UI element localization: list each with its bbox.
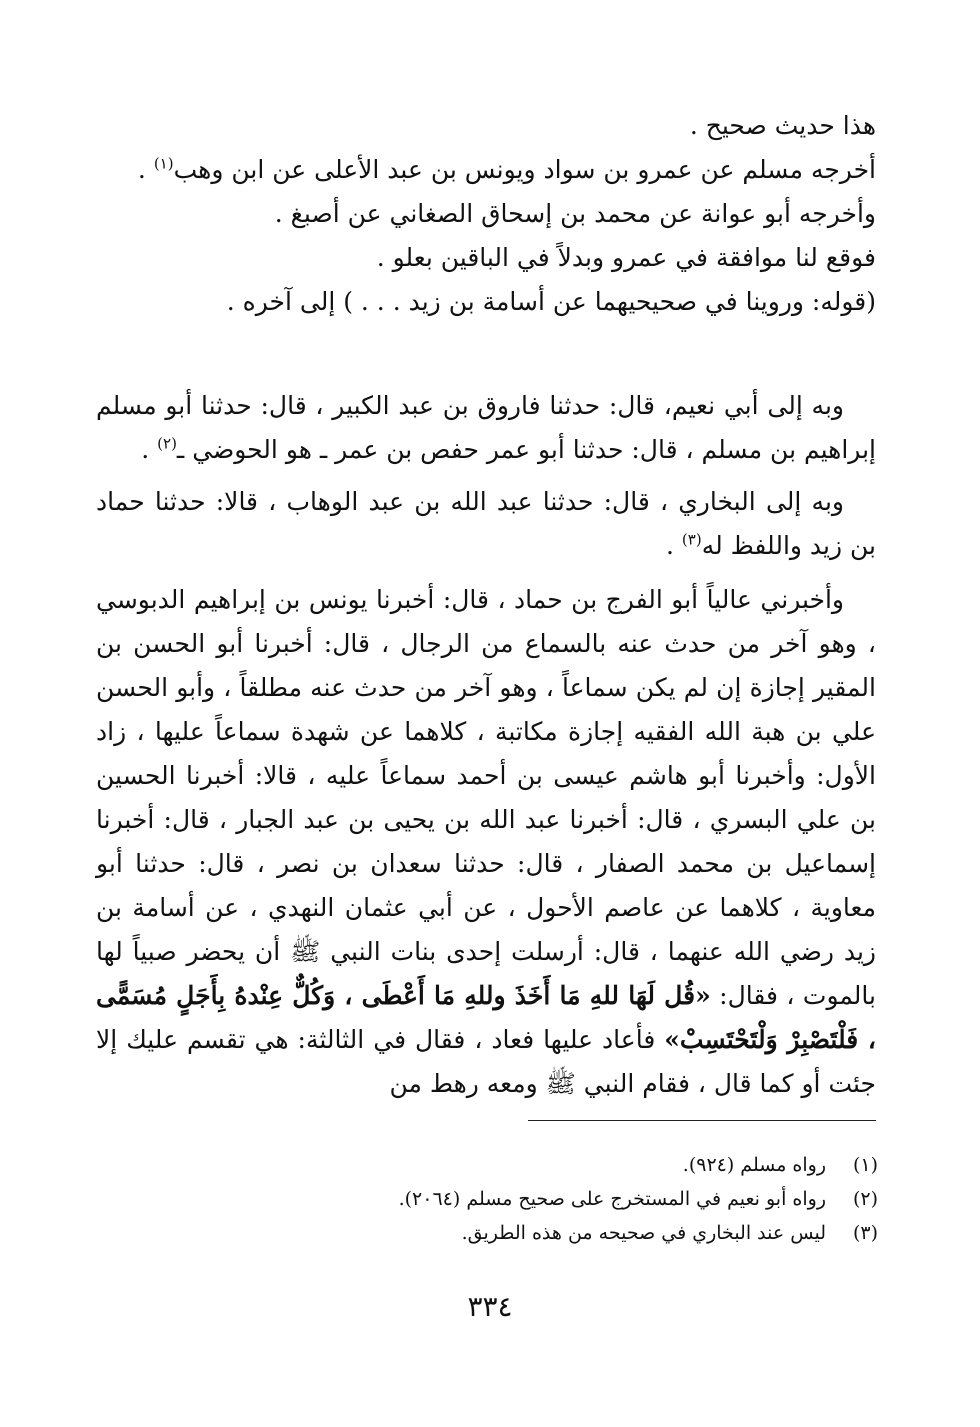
line-qawluhu: (قوله: وروينا في صحيحيهما عن أسامة بن زيد . . . ) إلى آخره .: [226, 287, 876, 316]
paragraph-abu-nuaym-text: وبه إلى أبي نعيم، قال: حدثنا فاروق بن عبد الكبير ، قال: حدثنا أبو مسلم إبراهيم بن مسلم ، قال: حدثنا أبو عمر حفص بن عمر ـ هو الحوضي ـ: [96, 391, 876, 464]
footnotes: [300, 1148, 878, 1250]
paragraph-bukhari-text: وبه إلى البخاري ، قال: حدثنا عبد الله بن عبد الوهاب ، قالا: حدثنا حماد بن زيد واللفظ له: [96, 487, 876, 560]
line-abu-awana: وأخرجه أبو عوانة عن محمد بن إسحاق الصغاني عن أصبغ .: [274, 199, 876, 228]
footnote-2: [300, 1182, 878, 1216]
line-muslim-takhrij: [96, 148, 876, 192]
footnote-1: [300, 1148, 878, 1182]
prophetic-quote: «قُل لَهَا للهِ مَا أَخَذَ وللهِ مَا أَعْطَى ، وَكُلٌّ عِنْدهُ بِأَجَلٍ مُسَمًّى ، فَلْتَصْبِرْ وَلْتَحْتَسِبْ»: [96, 981, 877, 1054]
paragraph-bukhari-tail: .: [666, 531, 682, 560]
paragraph-isnad-main: [96, 578, 876, 1106]
line-muslim-tail: .: [137, 155, 154, 184]
footnote-divider: [528, 1120, 876, 1121]
line-muwafaqa: فوقع لنا موافقة في عمرو وبدلاً في الباقين بعلو .: [376, 243, 876, 272]
footnote-3-number: (٣): [852, 1222, 878, 1244]
line-muslim-text: أخرجه مسلم عن عمرو بن سواد ويونس بن عبد الأعلى عن ابن وهب: [173, 155, 876, 184]
footnote-marker-1[interactable]: (١): [153, 154, 174, 173]
footnote-2-text: رواه أبو نعيم في المستخرج على صحيح مسلم (٢٠٦٤).: [398, 1188, 826, 1210]
paragraph-bukhari: [96, 480, 876, 568]
footnote-3-text: ليس عند البخاري في صحيحه من هذه الطريق.: [461, 1222, 826, 1244]
paragraph-abu-nuaym-tail: .: [141, 435, 158, 464]
page-number: ٣٣٤: [467, 1290, 513, 1323]
paragraph-isnad-after: فأعاد عليها فعاد ، فقال في الثالثة: هي تقسم عليك إلا جئت أو كما قال ، فقام النبي ﷺ ومعه رهط من: [96, 1025, 876, 1098]
footnote-1-number: (١): [852, 1154, 878, 1176]
footnote-marker-3[interactable]: (٣): [681, 530, 702, 549]
paragraph-abu-nuaym: [96, 384, 876, 472]
opening-lines: [96, 104, 876, 324]
footnote-2-number: (٢): [852, 1188, 878, 1210]
paragraph-isnad-before: وأخبرني عالياً أبو الفرج بن حماد ، قال: أخبرنا يونس بن إبراهيم الدبوسي ، وهو آخر من حدث عنه بالسماع من الرجال ، قال: أخبرنا أبو الحسن بن المقير إجازة إن لم يكن سماعاً ، وهو آخر من حدث عنه مطلقاً ، وأبو الحسن علي بن هبة الله الفقيه إجازة مكاتبة ، كلاهما عن شهدة سماعاً عليها ، زاد الأول: وأخبرنا أبو هاشم عيسى بن أحمد سماعاً عليه ، قالا: أخبرنا الحسين بن علي البسري ، قال: أخبرنا عبد الله بن يحيى بن عبد الجبار ، قال: أخبرنا إسماعيل بن محمد الصفار ، قال: حدثنا سعدان بن نصر ، قال: حدثنا أبو معاوية ، كلاهما عن عاصم الأحول ، عن أبي عثمان النهدي ، عن أسامة بن زيد رضي الله عنهما ، قال: أرسلت إحدى بنات النبي ﷺ أن يحضر صبياً لها بالموت ، فقال:: [96, 585, 876, 1010]
footnote-3: [300, 1216, 878, 1250]
line-hadith-sahih: هذا حديث صحيح .: [689, 111, 876, 140]
footnote-1-text: رواه مسلم (٩٢٤).: [682, 1154, 826, 1176]
footnote-marker-2[interactable]: (٢): [157, 434, 177, 453]
